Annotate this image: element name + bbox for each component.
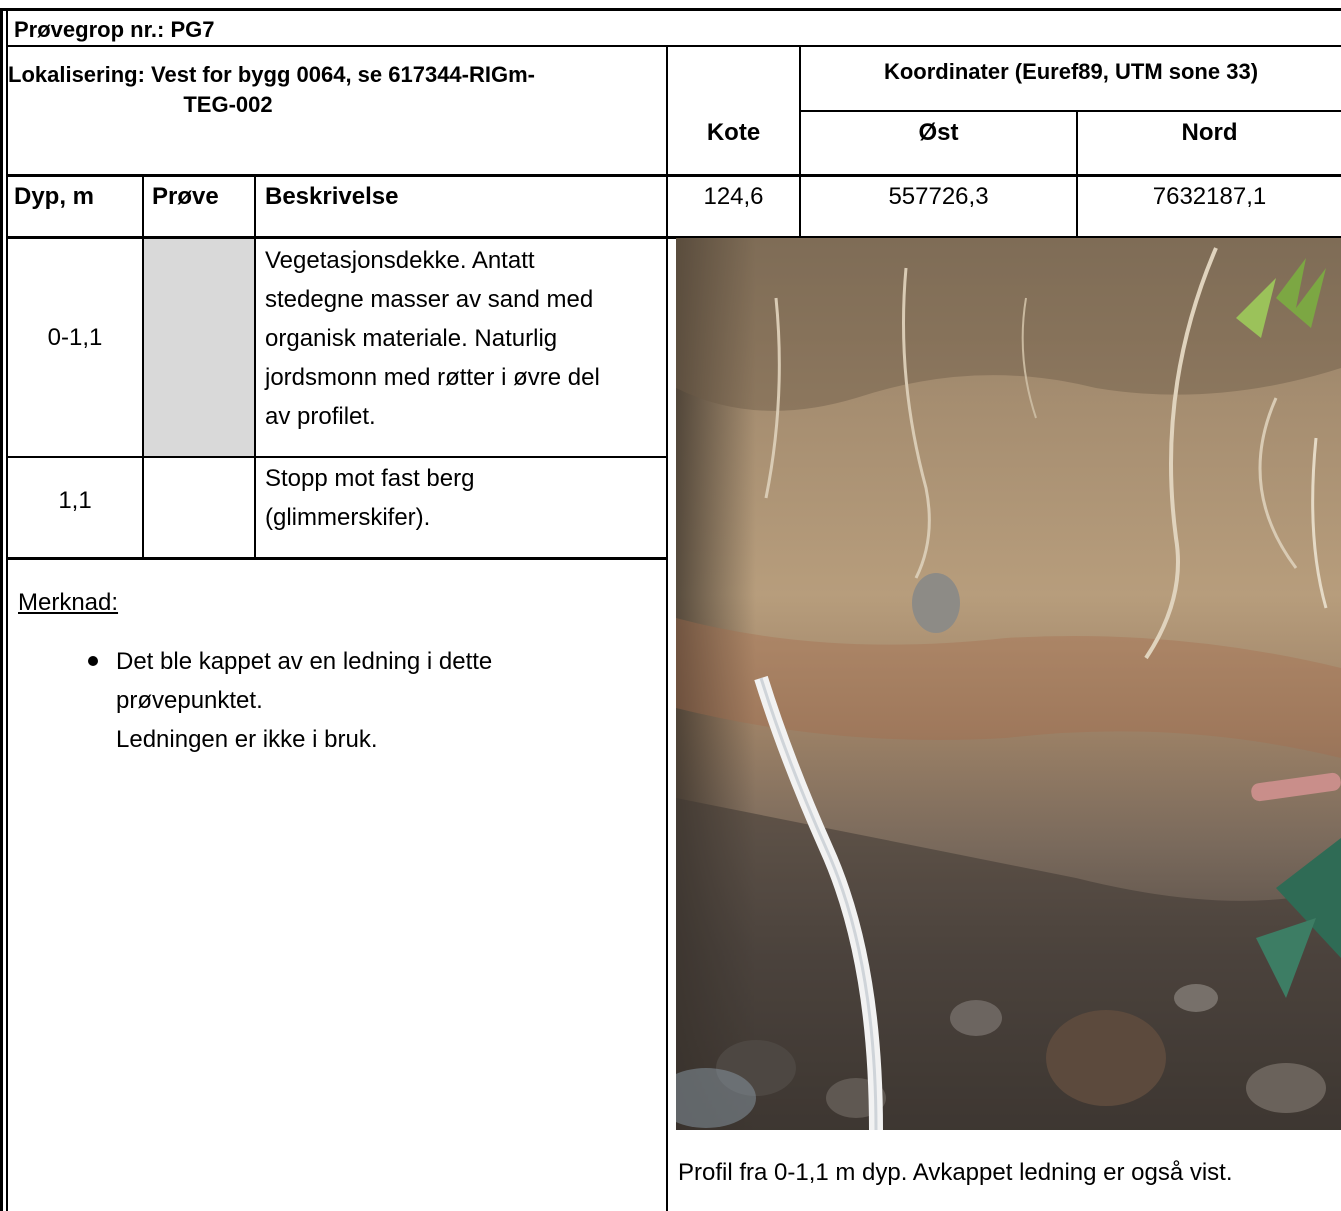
photo-caption: Profil fra 0-1,1 m dyp. Avkappet ledning er også vist. [678, 1159, 1233, 1186]
row-divider [6, 456, 668, 458]
depth-column-header: Dyp, m [14, 183, 95, 210]
description-column-header: Beskrivelse [265, 183, 399, 210]
layer-description [265, 459, 474, 537]
remark-line: prøvepunktet. [116, 687, 263, 714]
north-header: Nord [1181, 119, 1238, 146]
location-line-1: Lokalisering: Vest for bygg 0064, se 617344-RIGm- [8, 62, 535, 87]
remark-line: Ledningen er ikke i bruk. [116, 726, 378, 753]
north-value: 7632187,1 [1152, 183, 1267, 210]
description-line: av profilet. [265, 403, 376, 430]
kote-value: 124,6 [703, 183, 764, 210]
remarks-title: Merknad: [18, 589, 119, 616]
east-value: 557726,3 [888, 183, 989, 210]
coordinates-title: Koordinater (Euref89, UTM sone 33) [883, 59, 1259, 84]
sample-column-header: Prøve [152, 183, 219, 210]
layer-depth: 1,1 [58, 487, 92, 514]
sample-cell-shaded [144, 239, 254, 456]
soil-profile-photo [676, 238, 1341, 1130]
row-divider [799, 110, 1341, 112]
sample-pit-label: Prøvegrop nr.: PG7 [14, 17, 215, 42]
description-line: stedegne masser av sand med [265, 286, 594, 313]
description-line: Stopp mot fast berg [265, 465, 475, 492]
kote-header: Kote [706, 119, 761, 146]
bullet-icon [88, 656, 98, 666]
description-line: Vegetasjonsdekke. Antatt [265, 247, 535, 274]
layer-depth: 0-1,1 [47, 324, 103, 351]
row-divider [6, 557, 668, 560]
column-divider [254, 174, 256, 560]
location-line-2: TEG-002 [183, 92, 273, 117]
east-header: Øst [918, 119, 959, 146]
layer-description [265, 241, 600, 436]
table-border-left [0, 8, 3, 1211]
description-line: jordsmonn med røtter i øvre del [265, 364, 600, 391]
column-divider [666, 45, 668, 1211]
description-line: (glimmerskifer). [265, 504, 431, 531]
remark-line: Det ble kappet av en ledning i dette [116, 648, 493, 675]
description-line: organisk materiale. Naturlig [265, 325, 558, 352]
table-border-left-inner [6, 8, 8, 1211]
